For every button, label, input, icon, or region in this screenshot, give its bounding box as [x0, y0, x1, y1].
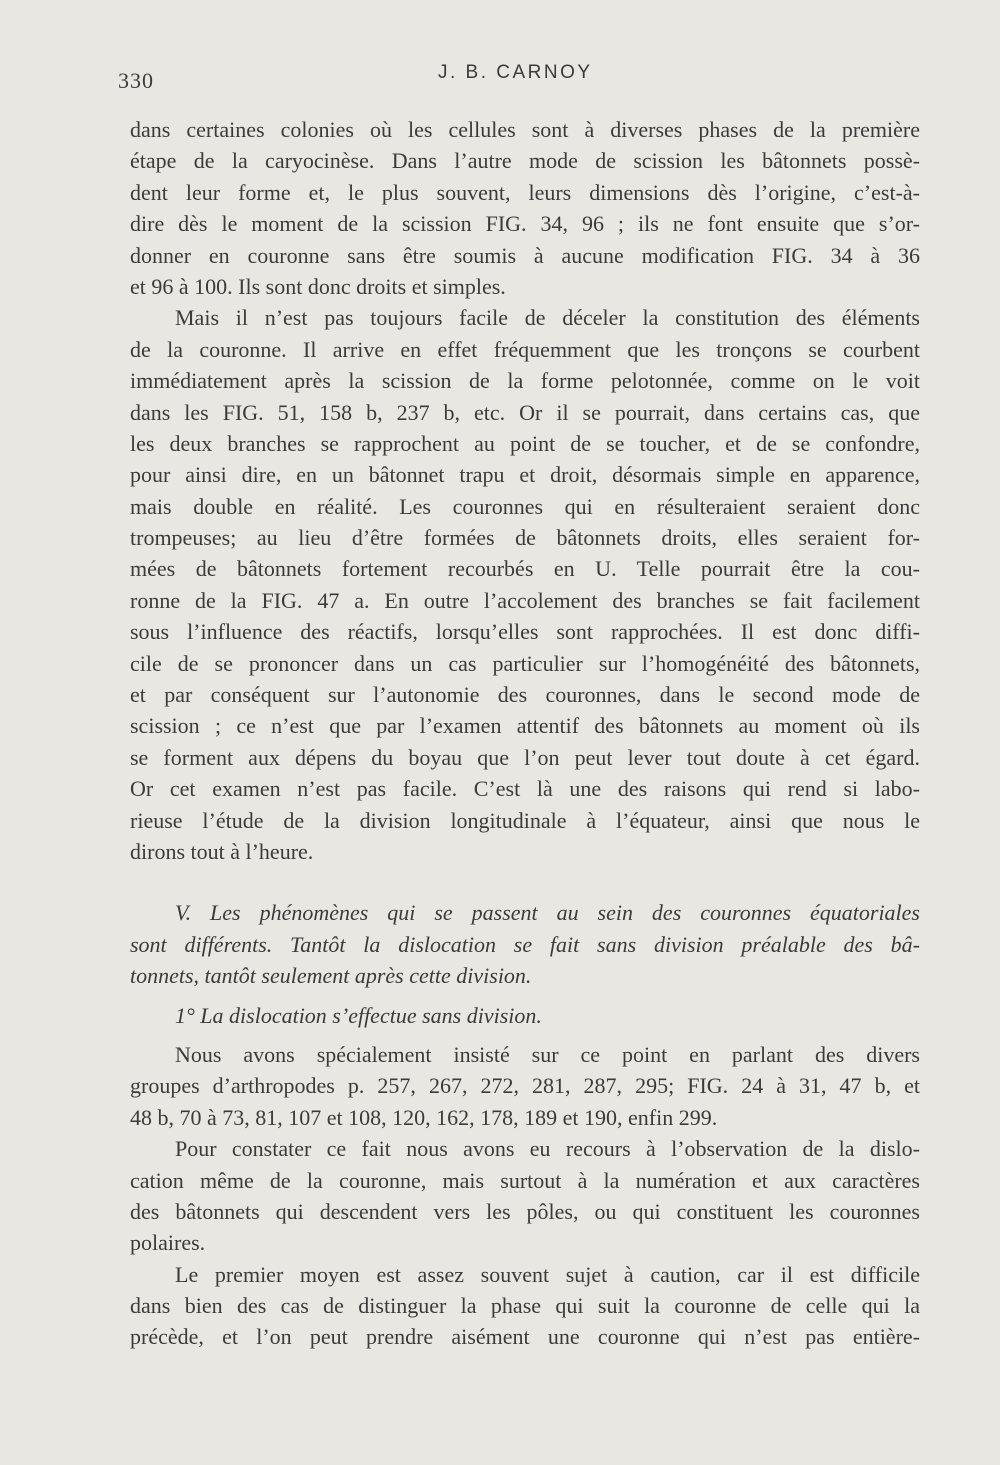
text-line: Or cet examen n’est pas facile. C’est là une des raisons qui rend si labo- [130, 776, 920, 802]
text-line: rieuse l’étude de la division longitudinale à l’équateur, ainsi que nous le [130, 807, 920, 833]
text-line: précède, et l’on peut prendre aisément une couronne qui n’est pas entière- [130, 1324, 920, 1350]
text-line: Mais il n’est pas toujours facile de déceler la constitution des éléments [175, 305, 920, 331]
text-line: Pour constater ce fait nous avons eu recours à l’observation de la dislo- [175, 1136, 920, 1162]
section-heading-line: sont différents. Tantôt la dislocation se fait sans division préalable des bâ- [130, 931, 920, 957]
text-line: étape de la caryocinèse. Dans l’autre mode de scission les bâtonnets possè- [130, 148, 920, 174]
text-line: et 96 à 100. Ils sont donc droits et simples. [130, 273, 506, 299]
text-line: dirons tout à l’heure. [130, 838, 314, 864]
page-number: 330 [118, 68, 154, 93]
text-line: mées de bâtonnets fortement recourbés en U. Telle pourrait être la cou- [130, 556, 920, 582]
text-line: dans certaines colonies où les cellules sont à diverses phases de la première [130, 117, 920, 142]
text-line: et par conséquent sur l’autonomie des couronnes, dans le second mode de [130, 682, 920, 708]
subsection-heading: 1° La dislocation s’effectue sans division. [175, 1002, 542, 1028]
page-header [118, 58, 918, 98]
section-gap [130, 992, 920, 1000]
text-line: dans les FIG. 51, 158 b, 237 b, etc. Or il se pourrait, dans certains cas, que [130, 399, 920, 425]
running-head: J. B. CARNOY [438, 62, 593, 83]
section-heading-line: tonnets, tantôt seulement après cette division. [130, 963, 532, 989]
text-line: Le premier moyen est assez souvent sujet à caution, car il est difficile [175, 1261, 920, 1287]
body-text [130, 114, 920, 1353]
text-line: de la couronne. Il arrive en effet fréquemment que les tronçons se courbent [130, 336, 920, 362]
text-line: dent leur forme et, le plus souvent, leurs dimensions dès l’origine, c’est-à- [130, 179, 920, 205]
text-line: des bâtonnets qui descendent vers les pôles, ou qui constituent les couronnes [130, 1198, 920, 1224]
text-line: groupes d’arthropodes p. 257, 267, 272, 281, 287, 295; FIG. 24 à 31, 47 b, et [130, 1073, 920, 1099]
text-line: trompeuses; au lieu d’être formées de bâtonnets droits, elles seraient for- [130, 525, 920, 551]
text-line: scission ; ce n’est que par l’examen attentif des bâtonnets au moment où ils [130, 713, 920, 739]
text-line: cile de se prononcer dans un cas particulier sur l’homogénéité des bâtonnets, [130, 650, 920, 676]
text-line: dans bien des cas de distinguer la phase qui suit la couronne de celle qui la [130, 1293, 920, 1319]
text-line: mais double en réalité. Les couronnes qui en résulteraient seraient donc [130, 493, 920, 519]
text-line: pour ainsi dire, en un bâtonnet trapu et droit, désormais simple en apparence, [130, 462, 920, 488]
text-line: 48 b, 70 à 73, 81, 107 et 108, 120, 162, 178, 189 et 190, enfin 299. [130, 1104, 718, 1130]
text-line: se forment aux dépens du boyau que l’on peut lever tout doute à cet égard. [130, 744, 920, 770]
section-heading-line: V. Les phénomènes qui se passent au sein des couronnes équatoriales [175, 900, 920, 926]
text-line: cation même de la couronne, mais surtout à la numération et aux caractères [130, 1167, 920, 1193]
section-gap [130, 1031, 920, 1039]
section-gap [130, 867, 920, 897]
text-line: dire dès le moment de la scission FIG. 34, 96 ; ils ne font ensuite que s’or- [130, 211, 920, 237]
text-line: les deux branches se rapprochent au point de se toucher, et de se confondre, [130, 430, 920, 456]
text-line: immédiatement après la scission de la forme pelotonnée, comme on le voit [130, 368, 920, 394]
text-line: Nous avons spécialement insisté sur ce point en parlant des divers [175, 1041, 920, 1067]
text-line: polaires. [130, 1230, 206, 1256]
text-line: sous l’influence des réactifs, lorsqu’elles sont rapprochées. Il est donc diffi- [130, 619, 920, 645]
text-line: ronne de la FIG. 47 a. En outre l’accolement des branches se fait facilement [130, 587, 920, 613]
text-line: donner en couronne sans être soumis à aucune modification FIG. 34 à 36 [130, 242, 920, 268]
